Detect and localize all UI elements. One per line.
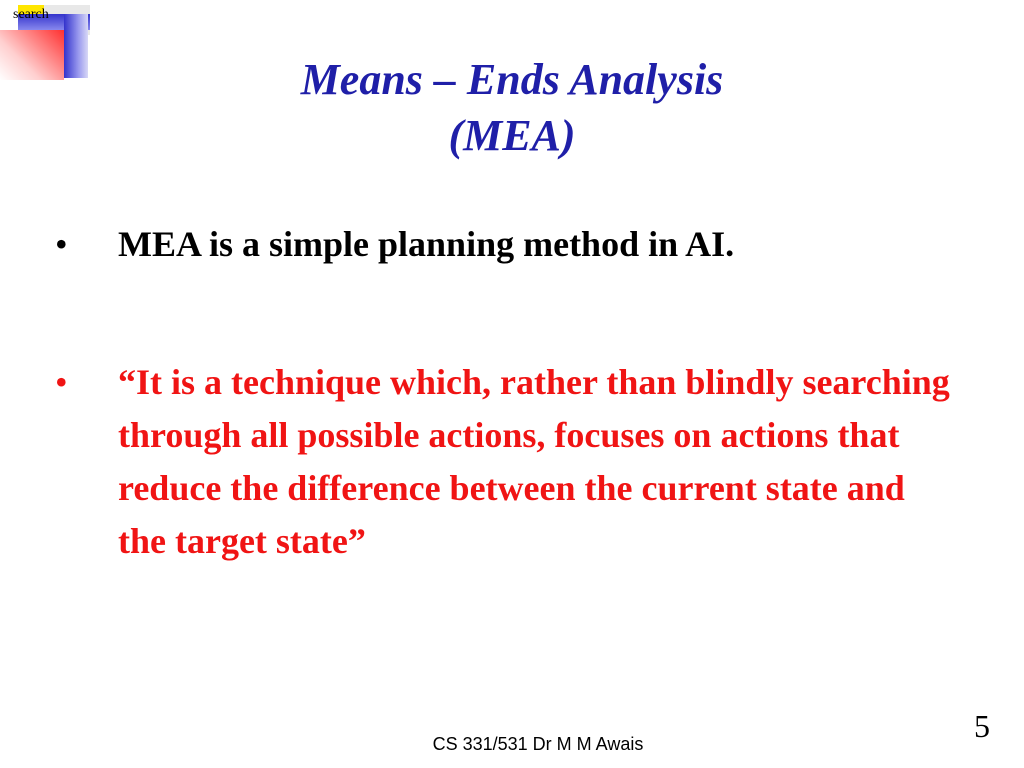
bullet-marker: • — [55, 362, 68, 402]
slide-title-line-1: Means – Ends Analysis — [300, 55, 724, 104]
bullet-text: “It is a technique which, rather than blindly searching through all possible actions, focuses on actions that reduce the difference between the current state and the target state” — [118, 362, 950, 561]
footer-text: CS 331/531 Dr M M Awais — [432, 734, 644, 754]
bullet-marker: • — [55, 224, 68, 264]
bullet-list — [55, 218, 955, 568]
bullet-item — [55, 218, 955, 271]
slide-number: 5 — [974, 708, 990, 744]
slide-title-line-2: (MEA) — [448, 111, 576, 160]
slide-title — [0, 52, 1024, 164]
logo-label: search — [13, 7, 49, 22]
bullet-text: MEA is a simple planning method in AI. — [118, 224, 735, 264]
bullet-item — [55, 356, 955, 568]
